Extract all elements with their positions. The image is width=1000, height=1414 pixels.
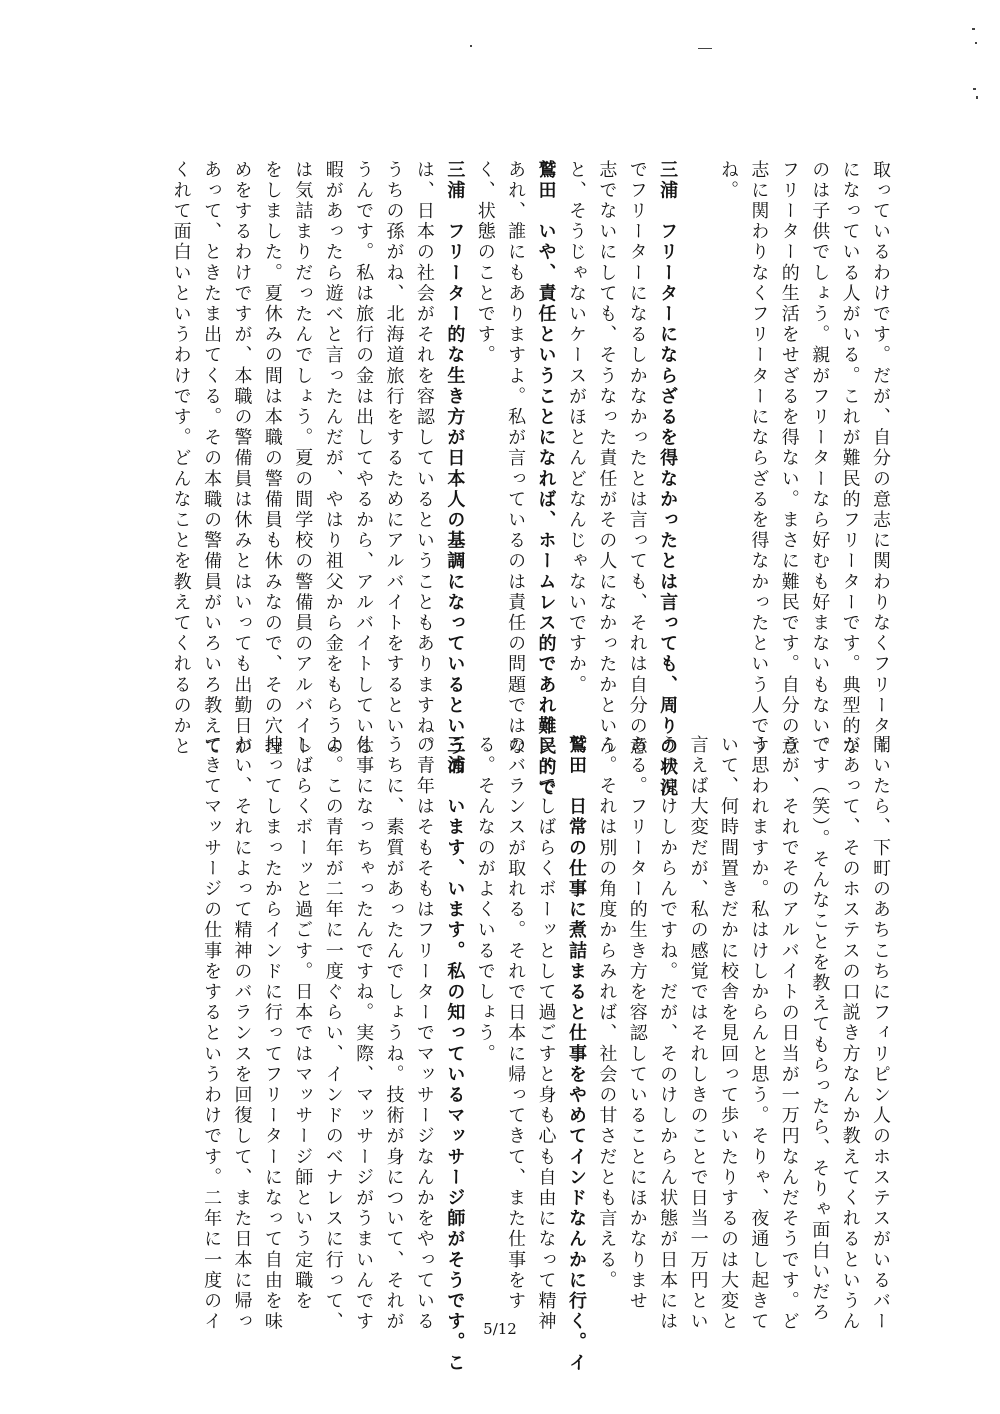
text-column: うちに、素質があったんでしょうね。技術が身について、それが	[383, 735, 405, 1333]
text-column: のは子供でしょう。親がフリーターなら好むも好まないもない。	[809, 160, 831, 758]
text-column: は、日本の社会がそれを容認しているということもありますね。	[413, 160, 435, 758]
scan-speck	[976, 96, 978, 99]
text-column: あって、ときたま出てくる。その本職の警備員がいろいろ教えて	[201, 160, 223, 758]
text-column: く、状態のことです。	[474, 160, 496, 366]
text-column: 暇があったら遊べと言ったんだが、やはり祖父から金をもらうの	[322, 160, 344, 758]
text-column: ん。それは別の角度からみれば、社会の甘さだとも言える。	[596, 735, 618, 1292]
scan-speck	[975, 42, 977, 44]
text-column: うんです。私は旅行の金は出してやるから、アルバイトしている	[353, 160, 375, 758]
text-column: くれて面白いというわけです。どんなことを教えてくれるのかと	[170, 160, 192, 758]
text-column: の青年はそもそもはフリーターでマッサージなんかをやっている	[413, 735, 435, 1333]
text-column: よ。この青年が二年に一度ぐらい、インドのベナレスに行って、	[322, 735, 344, 1333]
page-number: 5/12	[483, 1320, 517, 1338]
text-column: めをするわけですが、本職の警備員は休みとはいっても出勤日が	[231, 160, 253, 758]
text-column: 言えば大変だが、私の感覚ではそれしきのことで日当一万円とい	[687, 735, 709, 1333]
text-column: 三浦 フリーター的な生き方が日本人の基調になっているというの	[444, 160, 466, 778]
text-column: いて、何時間置きだかに校舎を見回って歩いたりするのは大変と	[717, 735, 739, 1333]
text-column: あれ、誰にもありますよ。私が言っているのは責任の問題ではな	[505, 160, 527, 758]
scan-speck	[973, 88, 976, 90]
text-column: 持ってしまったからインドに行ってフリーターになって自由を味	[261, 735, 283, 1333]
text-column: 志に関わりなくフリーターにならざるを得なかったという人です	[748, 160, 770, 758]
text-column: をしました。夏休みの間は本職の警備員も休みなので、その穴埋	[261, 160, 283, 758]
text-column: 仕事になっちゃったんですね。実際、マッサージがうまいんです	[353, 735, 375, 1333]
text-column: は気詰まりだったんでしょう。夏の間学校の警備員のアルバイト	[292, 160, 314, 758]
text-column: 志でないにしても、そうなった責任がその人になかったかという	[596, 160, 618, 758]
scan-speck	[470, 45, 472, 47]
text-column: フリーター的生活をせざるを得ない。まさに難民です。自分の意	[778, 160, 800, 758]
text-column: になっている人がいる。これが難民的フリーターです。典型的な	[839, 160, 861, 758]
text-column: 聞いたら、下町のあちこちにフィリピン人のホステスがいるバー	[870, 735, 891, 1333]
text-column: てきてマッサージの仕事をするというわけです。二年に一度のイ	[201, 735, 223, 1333]
text-column: でフリーターになるしかなかったとは言っても、それは自分の意	[626, 160, 648, 758]
text-column: 取っているわけです。だが、自分の意志に関わりなくフリーター	[870, 160, 891, 758]
scan-speck	[972, 28, 975, 30]
text-column: ある。フリーター的生き方を容認していることにほかなりませ	[626, 735, 648, 1312]
text-column: う思われますか。私はけしからんと思う。そりゃ、夜通し起きて	[748, 735, 770, 1333]
text-column: のバランスが取れる。それで日本に帰ってきて、また仕事をす	[505, 735, 527, 1312]
upper-text-block	[105, 160, 895, 799]
text-column: ね。	[717, 160, 739, 202]
text-column: 鷲田 いや、責任ということになれば、ホームレス的であれ難民的で	[535, 160, 557, 799]
text-column: があって、そのホステスの口説き方なんか教えてくれるというん	[839, 735, 861, 1333]
text-column: わい、それによって精神のバランスを回復して、また日本に帰っ	[231, 735, 253, 1333]
text-column: です（笑）。そんなことを教えてもらったら、そりゃ面白いだろ	[809, 735, 831, 1324]
text-column: と、そうじゃないケースがほとんどなんじゃないですか。	[565, 160, 587, 696]
text-column: うのはけしからんですね。だが、そのけしからん状態が日本には	[657, 735, 679, 1333]
text-column: うが、それでそのアルバイトの日当が一万円なんだそうです。ど	[778, 735, 800, 1333]
text-column: 鷲田 日常の仕事に煮詰まると仕事をやめてインドなんかに行く。イ	[565, 735, 587, 1374]
scan-speck	[698, 48, 712, 49]
text-column: る。そんなのがよくいるでしょう。	[474, 735, 496, 1065]
text-column: うちの孫がね、北海道旅行をするためにアルバイトをするとい	[383, 160, 405, 737]
text-column: 三浦 フリーターにならざるを得なかったとは言っても、周りの状況	[657, 160, 679, 799]
text-column: 三浦 います、います。私の知っているマッサージ師がそうです。こ	[444, 735, 466, 1374]
text-column: ンドでしばらくボーッとして過ごすと身も心も自由になって精神	[535, 735, 557, 1333]
text-column: しばらくボーッと過ごす。日本ではマッサージ師という定職を	[292, 735, 314, 1312]
